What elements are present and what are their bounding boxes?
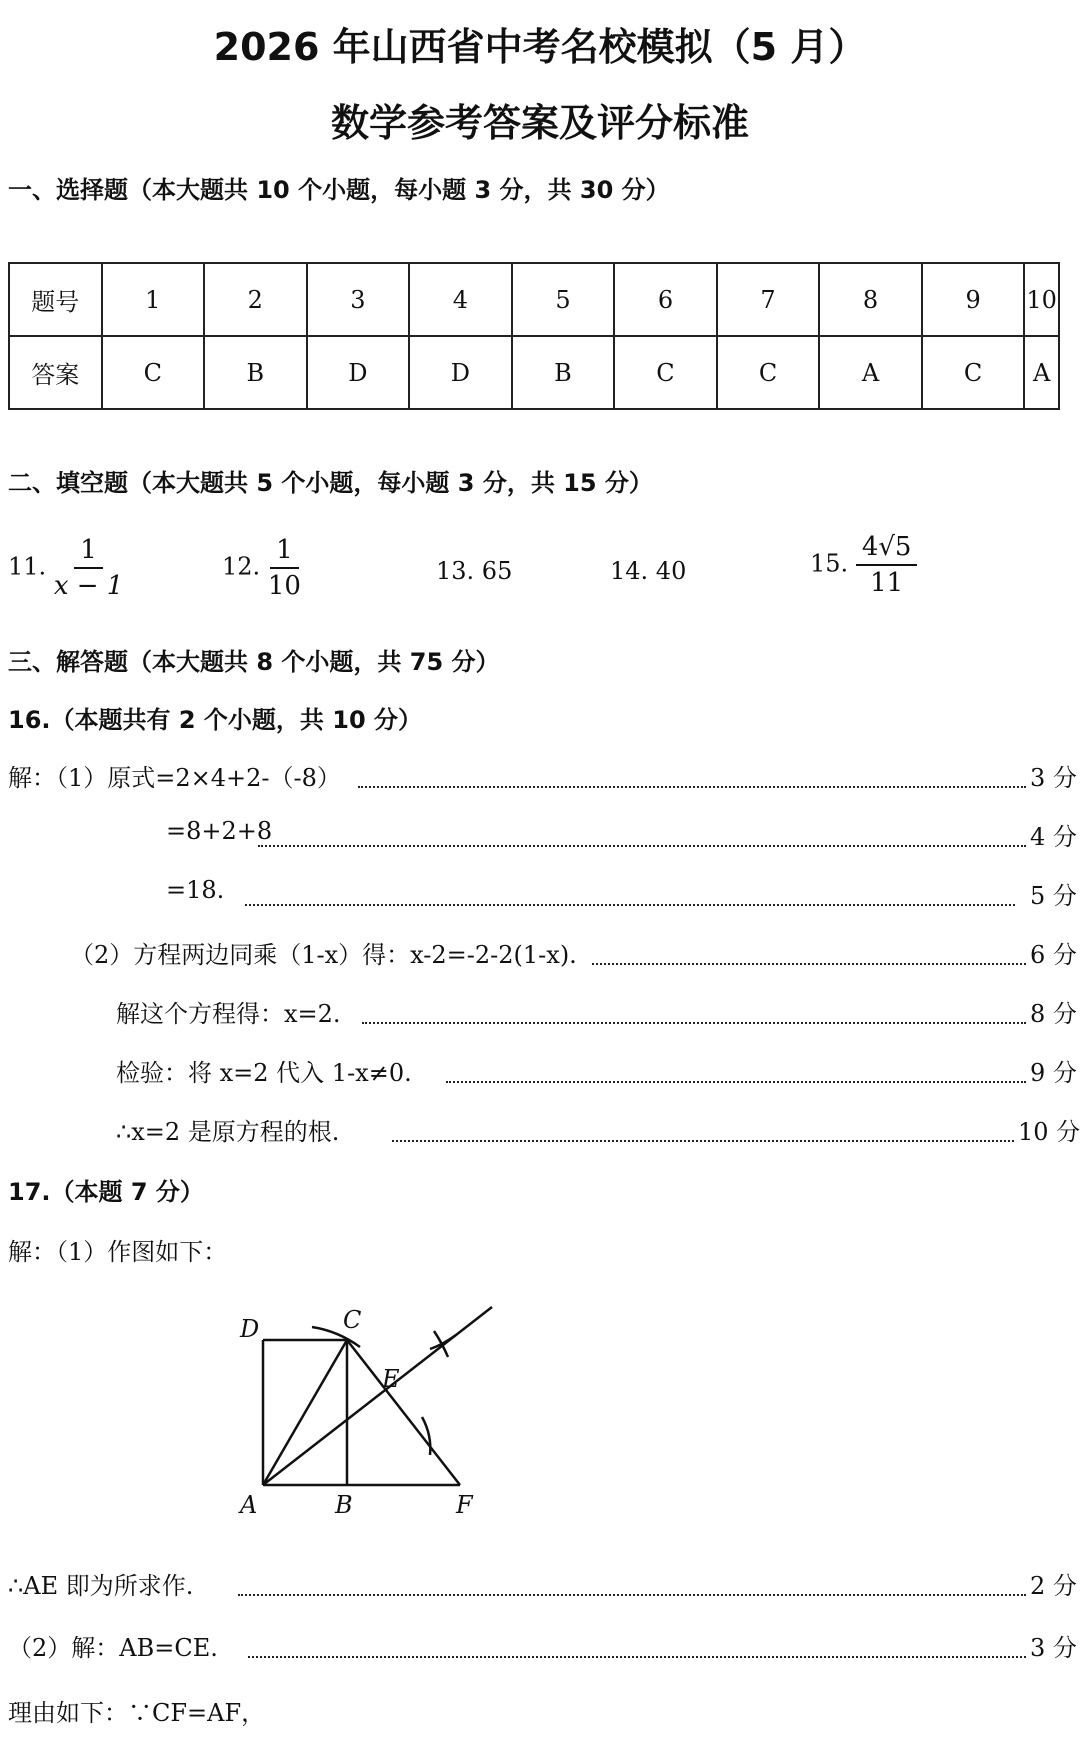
table-cell: B	[204, 336, 307, 409]
numerator: 1	[270, 535, 299, 569]
score: 5 分	[1030, 882, 1077, 910]
q16-line-3: =18.	[166, 876, 225, 904]
table-cell: A	[819, 336, 922, 409]
dot-leader	[446, 1081, 1026, 1083]
dot-leader	[358, 786, 1026, 788]
q17-heading: 17.（本题 7 分）	[8, 1178, 204, 1206]
table-cell: 10	[1024, 263, 1059, 336]
table-cell: C	[614, 336, 717, 409]
question-number: 11.	[8, 552, 47, 581]
row-label-answer: 答案	[9, 336, 102, 409]
table-cell: 6	[614, 263, 717, 336]
page-title: 2026 年山西省中考名校模拟（5 月）	[213, 25, 867, 69]
score: 4 分	[1030, 823, 1077, 851]
table-cell: A	[1024, 336, 1059, 409]
label-C: C	[343, 1306, 362, 1334]
table-cell: 3	[307, 263, 410, 336]
fraction	[268, 535, 301, 601]
fraction	[54, 535, 124, 601]
row-label-number: 题号	[9, 263, 102, 336]
table-cell: B	[512, 336, 615, 409]
table-cell: C	[922, 336, 1025, 409]
answer-12	[222, 535, 301, 601]
table-cell: D	[307, 336, 410, 409]
q16-line-4: （2）方程两边同乘（1-x）得：x-2=-2-2(1-x).	[70, 941, 577, 969]
table-cell: 9	[922, 263, 1025, 336]
score: 2 分	[1030, 1572, 1077, 1600]
q17-intro: 解：（1）作图如下：	[8, 1238, 228, 1266]
dot-leader	[362, 1022, 1026, 1024]
dot-leader	[592, 963, 1026, 965]
denominator: 10	[267, 571, 301, 601]
table-cell: 5	[512, 263, 615, 336]
answer-table	[8, 262, 1060, 410]
numerator: 4√5	[856, 532, 918, 566]
question-number: 12.	[222, 552, 261, 581]
score: 10 分	[1018, 1118, 1080, 1146]
geometry-figure	[230, 1295, 510, 1525]
table-cell: D	[409, 336, 512, 409]
score: 3 分	[1030, 764, 1077, 792]
table-cell: C	[102, 336, 205, 409]
denominator: 11	[870, 568, 904, 598]
dot-leader	[238, 1594, 1026, 1596]
section3-heading: 三、解答题（本大题共 8 个小题，共 75 分）	[8, 648, 500, 676]
label-B: B	[335, 1491, 353, 1519]
label-D: D	[240, 1315, 260, 1343]
segment-AC	[263, 1340, 347, 1485]
q16-line-2: =8+2+8	[166, 817, 273, 845]
dot-leader	[248, 1656, 1026, 1658]
table-row	[9, 336, 1059, 409]
dot-leader	[245, 904, 1015, 906]
numerator: 1	[74, 535, 103, 569]
q16-line-5: 解这个方程得：x=2.	[116, 1000, 341, 1028]
page-subtitle: 数学参考答案及评分标准	[330, 101, 749, 145]
score: 6 分	[1030, 941, 1077, 969]
q16-line-1: 解：（1）原式=2×4+2-（-8）	[8, 764, 341, 792]
dot-leader	[392, 1140, 1014, 1142]
label-F: F	[456, 1491, 473, 1519]
q16-line-6: 检验：将 x=2 代入 1-x≠0.	[116, 1059, 412, 1087]
label-E: E	[382, 1365, 400, 1393]
table-cell: C	[717, 336, 820, 409]
q16-line-7: ∴x=2 是原方程的根.	[116, 1118, 340, 1146]
answer-11	[8, 535, 123, 601]
question-number: 15.	[810, 549, 849, 578]
q17-line-2: （2）解：AB=CE.	[8, 1634, 218, 1662]
score: 8 分	[1030, 1000, 1077, 1028]
table-cell: 7	[717, 263, 820, 336]
fraction	[856, 532, 918, 598]
answer-14: 14. 40	[610, 557, 687, 585]
q17-line-1: ∴AE 即为所求作.	[8, 1572, 194, 1600]
segment-CF	[347, 1340, 460, 1485]
score: 9 分	[1030, 1059, 1077, 1087]
denominator: x − 1	[53, 571, 124, 601]
table-cell: 1	[102, 263, 205, 336]
dot-leader	[258, 845, 1026, 847]
table-row	[9, 263, 1059, 336]
section1-heading: 一、选择题（本大题共 10 个小题，每小题 3 分，共 30 分）	[8, 176, 670, 204]
table-cell: 8	[819, 263, 922, 336]
table-cell: 4	[409, 263, 512, 336]
answer-13: 13. 65	[436, 557, 513, 585]
table-cell: 2	[204, 263, 307, 336]
label-A: A	[240, 1491, 258, 1519]
answer-15	[810, 532, 917, 598]
q16-heading: 16.（本题共有 2 个小题，共 10 分）	[8, 706, 423, 734]
section2-heading: 二、填空题（本大题共 5 个小题，每小题 3 分，共 15 分）	[8, 469, 653, 497]
score: 3 分	[1030, 1634, 1077, 1662]
ray-AE	[263, 1307, 492, 1485]
q17-reason: 理由如下：∵CF=AF，	[8, 1699, 266, 1727]
